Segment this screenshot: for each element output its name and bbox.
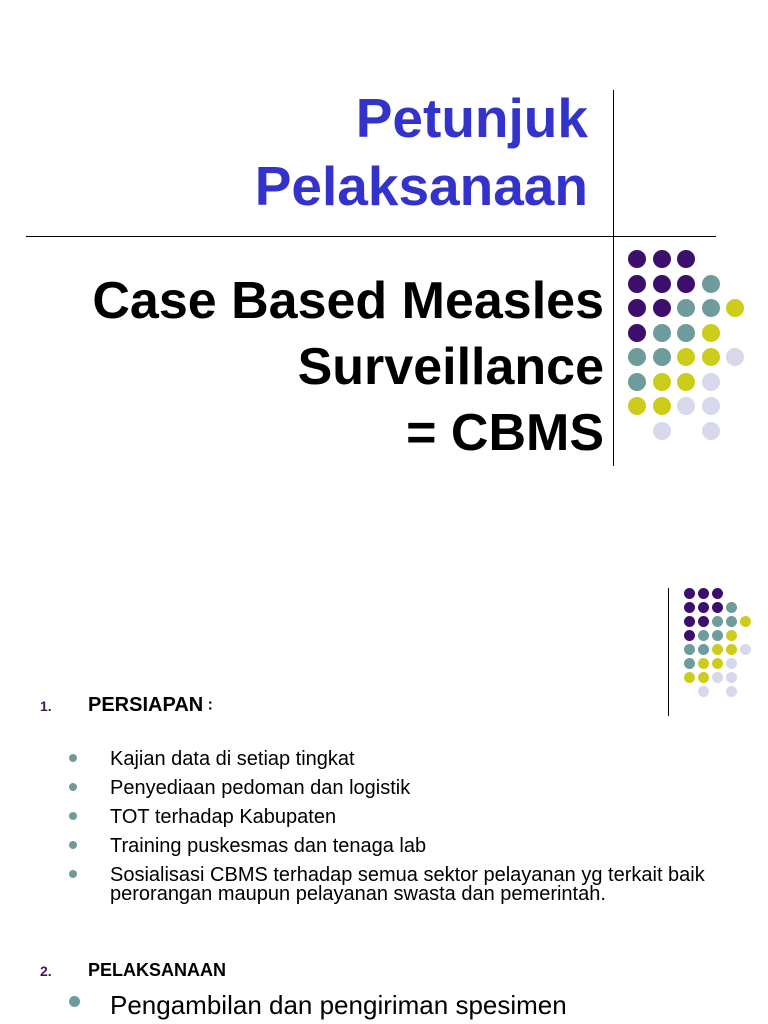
decorative-dot <box>712 672 723 683</box>
decorative-dot <box>726 672 737 683</box>
decorative-dot <box>702 373 720 391</box>
decorative-dot <box>726 644 737 655</box>
decorative-dot <box>653 348 671 366</box>
list-item: Penyediaan pedoman dan logistik <box>66 779 706 798</box>
decorative-dot <box>726 299 744 317</box>
decorative-dot <box>698 644 709 655</box>
decorative-dot <box>726 602 737 613</box>
decorative-dot <box>702 324 720 342</box>
decorative-dot <box>712 602 723 613</box>
decorative-dot <box>653 397 671 415</box>
decorative-dot <box>653 422 671 440</box>
decorative-dot <box>684 616 695 627</box>
decorative-dot <box>684 588 695 599</box>
list-item: Pengambilan dan pengiriman spesimen <box>66 988 567 1022</box>
decorative-dot <box>628 250 646 268</box>
bullet-icon <box>69 870 77 878</box>
decorative-dot <box>712 588 723 599</box>
section-title: PELAKSANAAN <box>88 960 227 980</box>
decorative-dot <box>677 275 695 293</box>
decorative-dot <box>628 348 646 366</box>
decorative-dot <box>726 686 737 697</box>
decorative-dot <box>653 324 671 342</box>
decorative-dot <box>677 348 695 366</box>
decorative-dot <box>698 588 709 599</box>
decorative-dot <box>684 658 695 669</box>
bullet-icon <box>69 996 80 1007</box>
section-title-suffix: : <box>207 696 213 714</box>
decorative-dot <box>698 686 709 697</box>
decorative-dot <box>698 630 709 641</box>
decorative-dot <box>702 275 720 293</box>
list-item: Kajian data di setiap tingkat <box>66 750 706 769</box>
decorative-dot <box>698 672 709 683</box>
list-item: Sosialisasi CBMS terhadap semua sektor pelayanan yg terkait baik perorangan maupun pelayanan swasta dan pemerintah. <box>66 866 706 904</box>
vertical-divider-2 <box>668 588 669 716</box>
decorative-dot <box>698 616 709 627</box>
decorative-dot <box>653 275 671 293</box>
subtitle-line-3: = CBMS <box>406 404 604 462</box>
decorative-dot <box>726 616 737 627</box>
decorative-dot <box>628 373 646 391</box>
section-title: PERSIAPAN <box>88 694 204 716</box>
decorative-dot <box>698 658 709 669</box>
list-item: Training puskesmas dan tenaga lab <box>66 837 706 856</box>
decorative-dot <box>698 602 709 613</box>
bullet-icon <box>69 783 77 791</box>
decorative-dot <box>653 250 671 268</box>
decorative-dot <box>726 658 737 669</box>
slide-title-heading <box>255 84 588 220</box>
decorative-dot <box>702 348 720 366</box>
slide-subtitle <box>92 268 604 466</box>
decorative-dot <box>628 324 646 342</box>
decorative-dot <box>702 422 720 440</box>
title-line-2: Pelaksanaan <box>254 155 588 217</box>
decorative-dot <box>653 299 671 317</box>
decorative-dot <box>684 630 695 641</box>
decorative-dot <box>653 373 671 391</box>
bullet-icon <box>69 754 77 762</box>
persiapan-list <box>66 750 706 914</box>
decorative-dot <box>677 373 695 391</box>
decorative-dot <box>726 630 737 641</box>
bullet-icon <box>69 841 77 849</box>
decorative-dot <box>740 616 751 627</box>
decorative-dot <box>684 644 695 655</box>
decorative-dot <box>677 324 695 342</box>
decorative-dot <box>712 658 723 669</box>
decorative-dot <box>677 397 695 415</box>
decorative-dot <box>702 299 720 317</box>
section-number: 2. <box>40 962 52 979</box>
section-pelaksanaan-heading <box>40 960 226 981</box>
decorative-dot <box>684 672 695 683</box>
decorative-dot <box>628 299 646 317</box>
section-number: 1. <box>40 697 52 714</box>
decorative-dot <box>702 397 720 415</box>
decorative-dot <box>684 602 695 613</box>
section-persiapan-heading <box>40 694 213 717</box>
decorative-dot <box>628 397 646 415</box>
decorative-dot <box>677 299 695 317</box>
list-item: TOT terhadap Kabupaten <box>66 808 706 827</box>
decorative-dot <box>726 348 744 366</box>
subtitle-line-1: Case Based Measles <box>92 272 604 330</box>
title-line-1: Petunjuk <box>355 87 588 149</box>
decorative-dot <box>712 630 723 641</box>
decorative-dot <box>712 616 723 627</box>
decorative-dot <box>628 275 646 293</box>
bullet-icon <box>69 812 77 820</box>
decorative-dot <box>712 644 723 655</box>
decorative-dot <box>740 644 751 655</box>
subtitle-line-2: Surveillance <box>297 338 604 396</box>
decorative-dot <box>677 250 695 268</box>
vertical-divider <box>613 90 614 466</box>
